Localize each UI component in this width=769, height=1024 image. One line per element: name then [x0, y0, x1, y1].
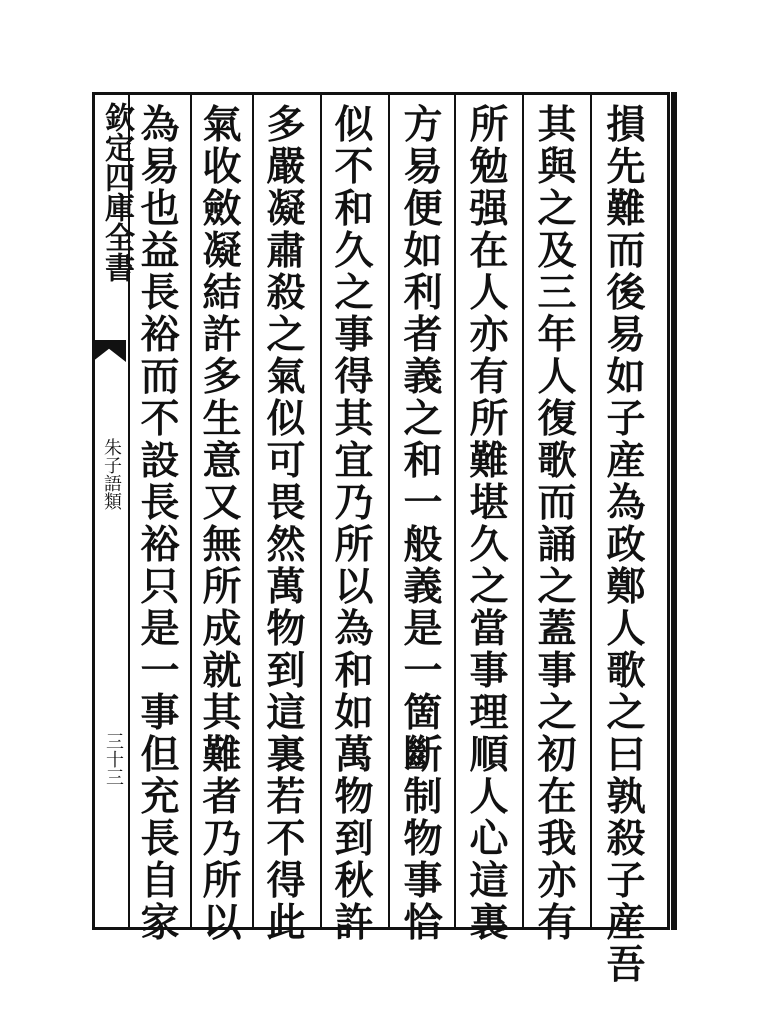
text-character: 産 [606, 438, 646, 484]
text-character: 和 [334, 648, 374, 694]
text-character: 凝 [202, 228, 242, 274]
text-character: 似 [334, 102, 374, 148]
text-character: 難 [469, 438, 509, 484]
text-character: 事 [140, 690, 180, 736]
text-character: 多 [266, 102, 306, 148]
text-character: 復 [537, 396, 577, 442]
text-character: 充 [140, 774, 180, 820]
text-character: 歌 [537, 438, 577, 484]
text-character: 不 [334, 144, 374, 190]
text-character: 此 [266, 900, 306, 946]
text-character: 以 [202, 900, 242, 946]
column-divider [388, 92, 390, 930]
text-character: 者 [202, 774, 242, 820]
text-character: 只 [140, 564, 180, 610]
text-character: 在 [537, 774, 577, 820]
text-character: 就 [202, 648, 242, 694]
text-character: 易 [140, 144, 180, 190]
text-character: 吾 [606, 942, 646, 988]
column-divider [252, 92, 254, 930]
text-character: 與 [537, 144, 577, 190]
text-character: 鄭 [606, 564, 646, 610]
text-character: 其 [202, 690, 242, 736]
text-character: 亦 [537, 858, 577, 904]
text-character: 是 [140, 606, 180, 652]
text-character: 政 [606, 522, 646, 568]
text-character: 得 [334, 354, 374, 400]
text-character: 初 [537, 732, 577, 778]
text-character: 人 [469, 774, 509, 820]
text-character: 之 [537, 690, 577, 736]
text-character: 為 [334, 606, 374, 652]
text-character: 一 [140, 648, 180, 694]
text-character: 一 [403, 648, 443, 694]
text-character: 蓋 [537, 606, 577, 652]
text-character: 家 [140, 900, 180, 946]
text-character: 之 [469, 564, 509, 610]
text-character: 三 [537, 270, 577, 316]
text-character: 及 [537, 228, 577, 274]
text-column-3 [459, 102, 519, 946]
text-character: 乃 [202, 816, 242, 862]
chapter-title: 朱子語類 [101, 438, 122, 510]
text-character: 到 [266, 648, 306, 694]
text-character: 物 [403, 816, 443, 862]
text-character: 之 [334, 270, 374, 316]
text-character: 順 [469, 732, 509, 778]
text-character: 似 [266, 396, 306, 442]
text-character: 難 [606, 186, 646, 232]
text-character: 又 [202, 480, 242, 526]
text-character: 易 [403, 144, 443, 190]
text-character: 制 [403, 774, 443, 820]
text-character: 之 [606, 690, 646, 736]
text-character: 便 [403, 186, 443, 232]
page-margin [92, 92, 134, 930]
text-character: 義 [403, 354, 443, 400]
text-character: 畏 [266, 480, 306, 526]
text-column-4 [393, 102, 453, 946]
text-character: 人 [469, 270, 509, 316]
text-character: 有 [537, 900, 577, 946]
text-character: 當 [469, 606, 509, 652]
text-character: 而 [537, 480, 577, 526]
text-character: 之 [537, 186, 577, 232]
text-column-6 [256, 102, 316, 946]
text-character: 事 [469, 648, 509, 694]
text-column-7 [192, 102, 252, 946]
text-character: 也 [140, 186, 180, 232]
text-character: 者 [403, 312, 443, 358]
column-divider [522, 92, 524, 930]
text-character: 易 [606, 312, 646, 358]
text-character: 這 [469, 858, 509, 904]
column-divider [320, 92, 322, 930]
text-character: 斷 [403, 732, 443, 778]
book-title: 欽定四庫全書 [99, 102, 134, 282]
text-character: 成 [202, 606, 242, 652]
text-character: 許 [202, 312, 242, 358]
text-character: 裏 [266, 732, 306, 778]
text-character: 所 [202, 858, 242, 904]
text-character: 殺 [266, 270, 306, 316]
text-character: 到 [334, 816, 374, 862]
text-character: 秋 [334, 858, 374, 904]
text-character: 長 [140, 816, 180, 862]
text-character: 有 [469, 354, 509, 400]
text-character: 不 [266, 816, 306, 862]
text-character: 所 [202, 564, 242, 610]
text-character: 事 [403, 858, 443, 904]
text-character: 如 [334, 690, 374, 736]
text-character: 孰 [606, 774, 646, 820]
text-character: 如 [403, 228, 443, 274]
text-character: 氣 [266, 354, 306, 400]
text-character: 誦 [537, 522, 577, 568]
text-character: 裕 [140, 522, 180, 568]
page-number: 三十三 [103, 732, 124, 786]
text-character: 氣 [202, 102, 242, 148]
text-character: 乃 [334, 480, 374, 526]
text-character: 方 [403, 102, 443, 148]
text-column-1 [596, 102, 656, 988]
text-character: 嚴 [266, 144, 306, 190]
text-character: 所 [334, 522, 374, 568]
text-character: 之 [266, 312, 306, 358]
text-character: 般 [403, 522, 443, 568]
text-character: 箇 [403, 690, 443, 736]
text-character: 在 [469, 228, 509, 274]
text-character: 長 [140, 480, 180, 526]
text-character: 多 [202, 354, 242, 400]
text-character: 事 [537, 648, 577, 694]
text-character: 之 [403, 396, 443, 442]
text-character: 如 [606, 354, 646, 400]
column-divider [590, 92, 592, 930]
text-character: 先 [606, 144, 646, 190]
text-character: 産 [606, 900, 646, 946]
text-character: 設 [140, 438, 180, 484]
text-character: 收 [202, 144, 242, 190]
text-character: 益 [140, 228, 180, 274]
text-character: 萬 [266, 564, 306, 610]
text-character: 一 [403, 480, 443, 526]
text-character: 凝 [266, 186, 306, 232]
text-character: 人 [606, 606, 646, 652]
text-character: 子 [606, 396, 646, 442]
text-character: 和 [403, 438, 443, 484]
text-character: 得 [266, 858, 306, 904]
text-character: 宜 [334, 438, 374, 484]
text-character: 心 [469, 816, 509, 862]
text-character: 然 [266, 522, 306, 568]
text-character: 若 [266, 774, 306, 820]
text-character: 亦 [469, 312, 509, 358]
text-character: 曰 [606, 732, 646, 778]
text-character: 子 [606, 858, 646, 904]
text-column-2 [527, 102, 587, 946]
text-character: 殺 [606, 816, 646, 862]
text-character: 所 [469, 102, 509, 148]
text-character: 這 [266, 690, 306, 736]
text-character: 長 [140, 270, 180, 316]
text-character: 可 [266, 438, 306, 484]
text-character: 生 [202, 396, 242, 442]
text-character: 損 [606, 102, 646, 148]
text-character: 久 [334, 228, 374, 274]
text-character: 斂 [202, 186, 242, 232]
column-divider [454, 92, 456, 930]
text-character: 理 [469, 690, 509, 736]
text-character: 裕 [140, 312, 180, 358]
text-column-5 [324, 102, 384, 946]
text-character: 為 [140, 102, 180, 148]
text-column-8 [130, 102, 190, 946]
text-character: 是 [403, 606, 443, 652]
text-character: 而 [606, 228, 646, 274]
text-character: 許 [334, 900, 374, 946]
fish-tail-mark [92, 340, 126, 362]
text-character: 其 [537, 102, 577, 148]
text-character: 勉 [469, 144, 509, 190]
text-character: 物 [266, 606, 306, 652]
text-character: 為 [606, 480, 646, 526]
text-character: 所 [469, 396, 509, 442]
text-character: 利 [403, 270, 443, 316]
text-character: 難 [202, 732, 242, 778]
text-character: 但 [140, 732, 180, 778]
text-character: 結 [202, 270, 242, 316]
text-character: 以 [334, 564, 374, 610]
text-character: 强 [469, 186, 509, 232]
text-character: 不 [140, 396, 180, 442]
text-character: 物 [334, 774, 374, 820]
text-character: 年 [537, 312, 577, 358]
text-character: 義 [403, 564, 443, 610]
text-character: 恰 [403, 900, 443, 946]
text-character: 其 [334, 396, 374, 442]
text-character: 萬 [334, 732, 374, 778]
text-character: 之 [537, 564, 577, 610]
text-character: 無 [202, 522, 242, 568]
text-character: 後 [606, 270, 646, 316]
text-character: 裏 [469, 900, 509, 946]
text-character: 歌 [606, 648, 646, 694]
text-character: 我 [537, 816, 577, 862]
text-character: 意 [202, 438, 242, 484]
text-character: 堪 [469, 480, 509, 526]
text-character: 事 [334, 312, 374, 358]
text-character: 自 [140, 858, 180, 904]
text-character: 和 [334, 186, 374, 232]
text-character: 肅 [266, 228, 306, 274]
text-character: 而 [140, 354, 180, 400]
text-character: 久 [469, 522, 509, 568]
text-character: 人 [537, 354, 577, 400]
